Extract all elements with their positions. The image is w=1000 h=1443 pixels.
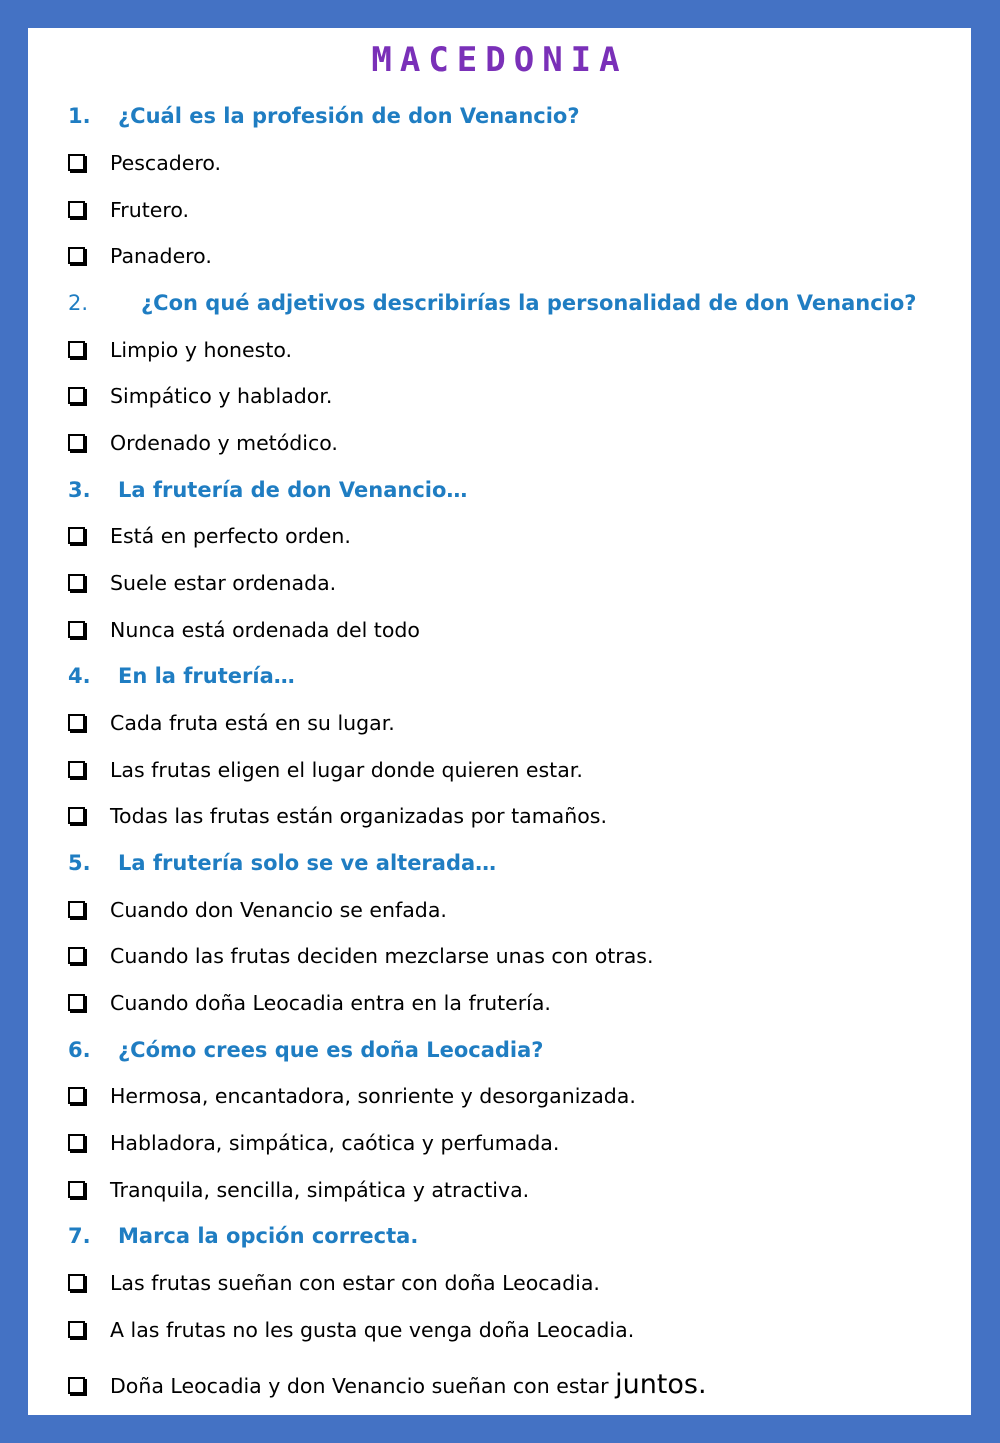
option-label-emphasis: juntos. — [615, 1369, 707, 1400]
checkbox-icon[interactable] — [68, 901, 85, 918]
checkbox-icon[interactable] — [68, 341, 85, 358]
option-6b[interactable] — [68, 1128, 559, 1158]
worksheet — [28, 28, 971, 1415]
option-6a[interactable] — [68, 1081, 636, 1111]
question-text: ¿Cuál es la profesión de don Venancio? — [118, 104, 580, 128]
option-label: Las frutas eligen el lugar donde quieren estar. — [110, 758, 583, 782]
worksheet-title: MACEDONIA — [371, 40, 628, 80]
checkbox-icon[interactable] — [68, 1181, 85, 1198]
option-4b[interactable] — [68, 755, 583, 785]
option-label: Doña Leocadia y don Venancio sueñan con estar — [110, 1374, 616, 1398]
checkbox-icon[interactable] — [68, 714, 85, 731]
option-1b[interactable] — [68, 195, 189, 225]
question-7 — [68, 1221, 418, 1251]
checkbox-icon[interactable] — [68, 807, 85, 824]
option-5b[interactable] — [68, 941, 654, 971]
question-number: 4. — [68, 664, 91, 688]
option-label: Habladora, simpática, caótica y perfumada. — [110, 1131, 560, 1155]
option-label: Cuando doña Leocadia entra en la frutería. — [110, 991, 551, 1015]
option-7a[interactable] — [68, 1268, 600, 1298]
option-label: Nunca está ordenada del todo — [110, 618, 420, 642]
checkbox-icon[interactable] — [68, 574, 85, 591]
question-text: La frutería solo se ve alterada… — [118, 851, 497, 875]
option-3c[interactable] — [68, 615, 420, 645]
option-label: Cuando las frutas deciden mezclarse unas con otras. — [110, 944, 654, 968]
option-2a[interactable] — [68, 335, 292, 365]
option-label: Está en perfecto orden. — [110, 524, 351, 548]
checkbox-icon[interactable] — [68, 154, 85, 171]
question-text: ¿Cómo crees que es doña Leocadia? — [118, 1038, 544, 1062]
option-4a[interactable] — [68, 708, 395, 738]
option-5c[interactable] — [68, 988, 551, 1018]
checkbox-icon[interactable] — [68, 434, 85, 451]
option-label: Frutero. — [110, 198, 190, 222]
option-6c[interactable] — [68, 1175, 529, 1205]
question-number: 1. — [68, 104, 91, 128]
option-label: Las frutas sueñan con estar con doña Leocadia. — [110, 1271, 600, 1295]
question-text: ¿Con qué adjetivos describirías la personalidad de don Venancio? — [141, 291, 917, 315]
option-label: Limpio y honesto. — [110, 338, 293, 362]
checkbox-icon[interactable] — [68, 527, 85, 544]
option-label: Cuando don Venancio se enfada. — [110, 898, 447, 922]
checkbox-icon[interactable] — [68, 621, 85, 638]
option-1c[interactable] — [68, 241, 212, 271]
option-label: Cada fruta está en su lugar. — [110, 711, 395, 735]
question-2 — [68, 288, 916, 318]
question-text: La frutería de don Venancio… — [118, 478, 468, 502]
option-2c[interactable] — [68, 428, 338, 458]
option-2b[interactable] — [68, 381, 332, 411]
option-7b[interactable] — [68, 1315, 634, 1345]
checkbox-icon[interactable] — [68, 947, 85, 964]
checkbox-icon[interactable] — [68, 201, 85, 218]
question-number: 3. — [68, 478, 91, 502]
checkbox-icon[interactable] — [68, 1087, 85, 1104]
checkbox-icon[interactable] — [68, 1377, 85, 1394]
option-5a[interactable] — [68, 895, 447, 925]
question-number: 7. — [68, 1224, 91, 1248]
checkbox-icon[interactable] — [68, 994, 85, 1011]
question-4 — [68, 661, 295, 691]
option-7c[interactable] — [68, 1370, 707, 1401]
question-number: 6. — [68, 1038, 91, 1062]
option-label: Suele estar ordenada. — [110, 571, 337, 595]
checkbox-icon[interactable] — [68, 247, 85, 264]
option-label: A las frutas no les gusta que venga doña Leocadia. — [110, 1318, 635, 1342]
question-6 — [68, 1035, 543, 1065]
option-label: Simpático y hablador. — [110, 384, 333, 408]
checkbox-icon[interactable] — [68, 1321, 85, 1338]
checkbox-icon[interactable] — [68, 387, 85, 404]
option-3b[interactable] — [68, 568, 336, 598]
question-5 — [68, 848, 496, 878]
option-label: Hermosa, encantadora, sonriente y desorganizada. — [110, 1084, 636, 1108]
option-label: Todas las frutas están organizadas por tamaños. — [110, 804, 607, 828]
question-text: Marca la opción correcta. — [118, 1224, 419, 1248]
option-label: Pescadero. — [110, 151, 222, 175]
option-3a[interactable] — [68, 521, 351, 551]
checkbox-icon[interactable] — [68, 1274, 85, 1291]
option-1a[interactable] — [68, 148, 221, 178]
question-text: En la frutería… — [118, 664, 295, 688]
option-4c[interactable] — [68, 801, 607, 831]
checkbox-icon[interactable] — [68, 1134, 85, 1151]
option-label: Ordenado y metódico. — [110, 431, 338, 455]
question-3 — [68, 475, 467, 505]
option-label: Panadero. — [110, 244, 212, 268]
option-label: Tranquila, sencilla, simpática y atractiva. — [110, 1178, 530, 1202]
question-1 — [68, 101, 580, 131]
question-number: 2. — [68, 291, 89, 315]
question-number: 5. — [68, 851, 91, 875]
checkbox-icon[interactable] — [68, 761, 85, 778]
